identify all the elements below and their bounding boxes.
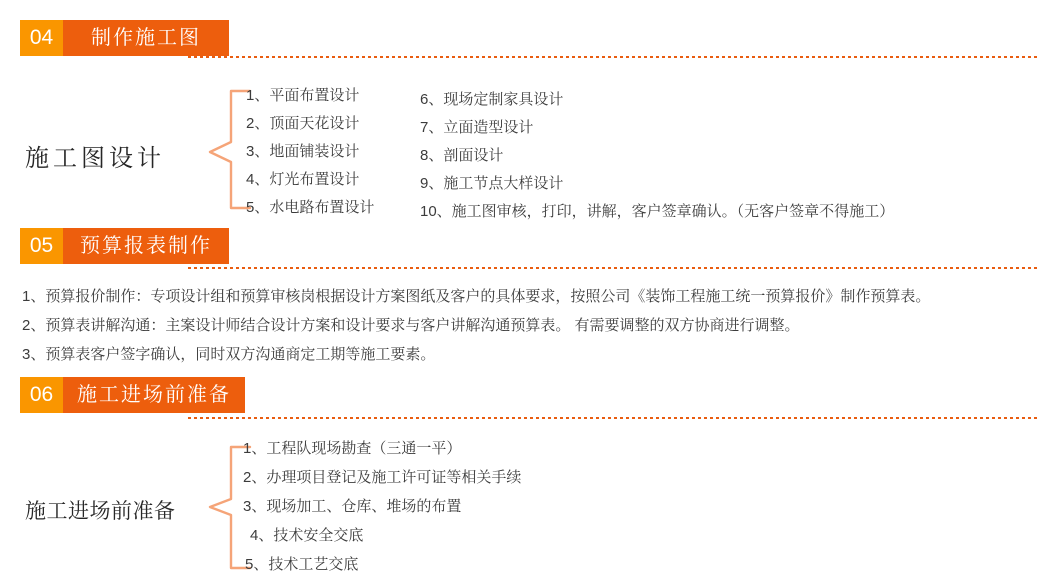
- section-04-branch-label: 施工图设计: [25, 145, 165, 172]
- list-item: 5、水电路布置设计: [246, 199, 375, 216]
- section-04-list-left: [246, 82, 374, 222]
- list-item: 1、工程队现场勘查（三通一平）: [243, 440, 462, 457]
- list-item: 2、办理项目登记及施工许可证等相关手续: [243, 469, 522, 486]
- dotted-divider-06: [188, 417, 1040, 419]
- section-06-branch-label: 施工进场前准备: [25, 500, 176, 523]
- list-item: 6、现场定制家具设计: [420, 91, 564, 108]
- list-item: 3、现场加工、仓库、堆场的布置: [243, 498, 462, 515]
- list-item: 7、立面造型设计: [420, 119, 534, 136]
- list-item: 4、技术安全交底: [250, 527, 364, 544]
- list-item: 2、顶面天花设计: [246, 115, 360, 132]
- list-item: 3、地面铺装设计: [246, 143, 360, 160]
- section-04-header: [20, 20, 229, 56]
- list-item: 1、平面布置设计: [246, 87, 360, 104]
- list-item: 5、技术工艺交底: [245, 556, 359, 573]
- section-06-header: [20, 377, 245, 413]
- section-05-header: [20, 228, 229, 264]
- dotted-divider-05: [188, 267, 1040, 269]
- list-item: 4、灯光布置设计: [246, 171, 360, 188]
- section-06-list: [243, 434, 521, 579]
- section-06-title: 施工进场前准备: [63, 377, 245, 413]
- section-06-number-badge: 06: [20, 377, 63, 413]
- left-brace-icon: [204, 84, 252, 214]
- paragraph-line: 3、预算表客户签字确认，同时双方沟通商定工期等施工要素。: [22, 346, 436, 363]
- list-item: 8、剖面设计: [420, 147, 504, 164]
- section-04-list-right: [420, 86, 894, 226]
- section-05-title: 预算报表制作: [63, 228, 229, 264]
- paragraph-line: 2、预算表讲解沟通：主案设计师结合设计方案和设计要求与客户讲解沟通预算表。 有需要调整的双方协商进行调整。: [22, 317, 800, 334]
- section-04-number-badge: 04: [20, 20, 63, 56]
- dotted-divider-04: [188, 56, 1040, 58]
- list-item: 9、施工节点大样设计: [420, 175, 564, 192]
- section-04-title: 制作施工图: [63, 20, 229, 56]
- list-item: 10、施工图审核，打印，讲解，客户签章确认。（无客户签章不得施工）: [420, 203, 895, 220]
- section-05-number-badge: 05: [20, 228, 63, 264]
- paragraph-line: 1、预算报价制作：专项设计组和预算审核岗根据设计方案图纸及客户的具体要求，按照公司《装饰工程施工统一预算报价》制作预算表。: [22, 288, 931, 305]
- section-05-paragraphs: [22, 282, 930, 369]
